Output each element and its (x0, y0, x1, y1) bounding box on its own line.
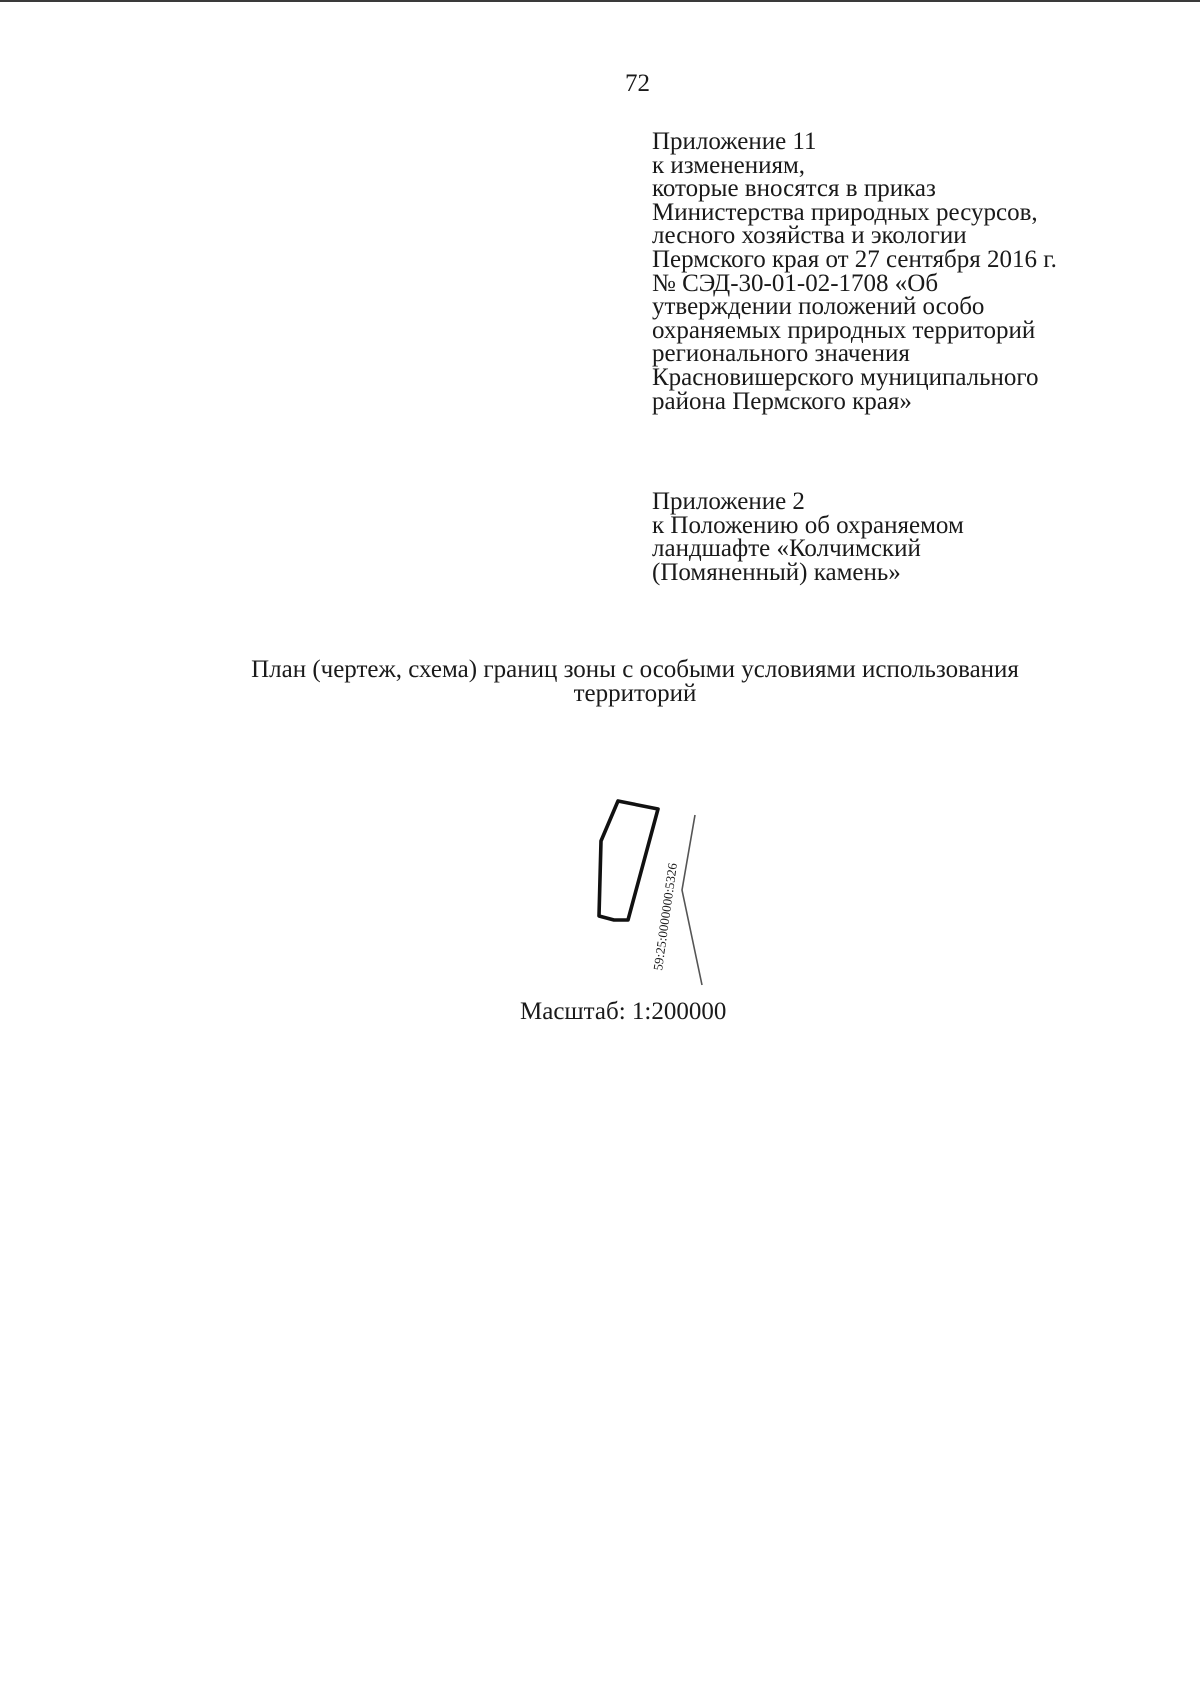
appendix-11-line: Министерства природных ресурсов, (652, 198, 1038, 226)
appendix-11-line: регионального значения (652, 340, 910, 368)
plan-title-line: План (чертеж, схема) границ зоны с особыми условиями использования (251, 656, 1019, 683)
map-scale: Масштаб: 1:200000 (520, 998, 727, 1025)
appendix-11-header (652, 130, 1122, 413)
appendix-11-line: которые вносятся в приказ (652, 175, 936, 203)
boundary-map-drawing (560, 740, 740, 1000)
cadastral-number-label: 59:25:0000000:5326 (650, 862, 681, 972)
appendix-2-header (652, 490, 1122, 584)
protected-zone-boundary (599, 801, 658, 920)
scan-top-edge (0, 0, 1200, 2)
plan-title-line: территорий (573, 680, 697, 707)
appendix-2-line: ландшафте «Колчимский (652, 535, 921, 563)
appendix-2-line: (Помяненный) камень» (652, 558, 901, 586)
appendix-11-line: Красновишерского муниципального (652, 363, 1039, 391)
appendix-11-line: лесного хозяйства и экологии (652, 222, 967, 250)
appendix-11-line: № СЭД-30-01-02-1708 «Об (652, 269, 939, 297)
cadastral-parcel-line (682, 815, 702, 985)
appendix-11-line: Пермского края от 27 сентября 2016 г. (652, 245, 1057, 273)
appendix-11-line: Приложение 11 (652, 128, 817, 155)
appendix-11-line: района Пермского края» (652, 387, 912, 415)
appendix-11-line: охраняемых природных территорий (652, 316, 1036, 344)
appendix-2-line: Приложение 2 (652, 488, 805, 515)
appendix-11-line: к изменениям, (652, 151, 806, 179)
boundary-map (560, 740, 740, 1000)
plan-title (150, 658, 1120, 706)
page-number: 72 (625, 70, 650, 97)
appendix-11-line: утверждении положений особо (652, 293, 985, 321)
appendix-2-line: к Положению об охраняемом (652, 511, 964, 539)
